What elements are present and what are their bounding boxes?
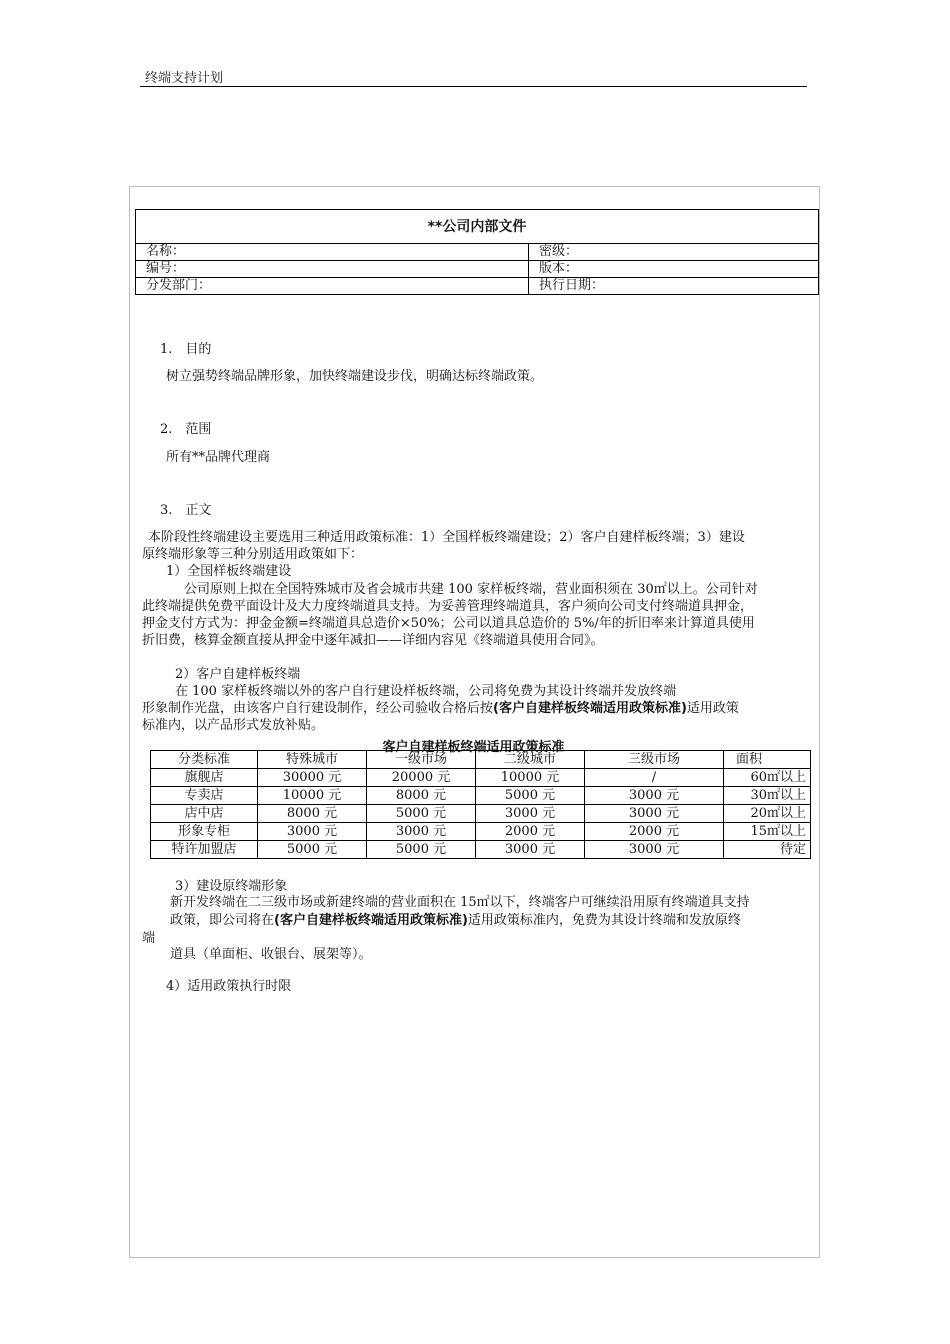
table-cell: /	[585, 769, 724, 787]
table-cell: 8000 元	[258, 805, 367, 823]
table-row	[151, 823, 811, 841]
sub2-line3: 标准内，以产品形式发放补贴。	[142, 718, 325, 733]
sub2-line1: 在 100 家样板终端以外的客户自行建设样板终端，公司将免费为其设计终端并发放终端	[175, 684, 677, 699]
number-field: 编号：	[136, 261, 529, 278]
table-cell: 3000 元	[258, 823, 367, 841]
table-cell: 30㎡以上	[724, 787, 811, 805]
date-field: 执行日期：	[529, 278, 819, 295]
sub1-line1: 公司原则上拟在全国特殊城市及省会城市共建 100 家样板终端，营业面积须在 30㎡以上。公司针对	[184, 582, 758, 597]
table-cell: 5000 元	[476, 787, 585, 805]
sub3-line3: 道具（单面柜、收银台、展架等）。	[170, 947, 372, 962]
table-cell: 5000 元	[367, 841, 476, 859]
table-cell: 5000 元	[367, 805, 476, 823]
policy-col-tier3: 三级市场	[585, 751, 724, 769]
section-3-intro-line1: 本阶段性终端建设主要选用三种适用政策标准：1）全国样板终端建设；2）客户自建样板终端；3）建设	[148, 530, 745, 545]
sub3-line2-text-a: 政策，即公司将在	[170, 913, 275, 928]
table-cell: 3000 元	[585, 805, 724, 823]
sub2-title: 2）客户自建样板终端	[175, 667, 301, 682]
table-cell: 8000 元	[367, 787, 476, 805]
section-1-body: 树立强势终端品牌形象，加快终端建设步伐，明确达标终端政策。	[166, 369, 544, 384]
policy-table-header-row	[151, 751, 811, 769]
table-cell: 旗舰店	[151, 769, 258, 787]
table-cell: 5000 元	[258, 841, 367, 859]
page-header-title: 终端支持计划	[145, 71, 224, 86]
sub3-title: 3）建设原终端形象	[175, 879, 288, 894]
header-rule	[140, 86, 807, 87]
table-cell: 10000 元	[258, 787, 367, 805]
policy-col-special-city: 特殊城市	[258, 751, 367, 769]
sub2-line2-policy-ref: (客户自建样板终端适用政策标准)	[493, 701, 687, 716]
sub1-line4: 折旧费，核算金额直接从押金中逐年减扣——详细内容见《终端道具使用合同》。	[142, 633, 604, 648]
policy-col-area: 面积	[724, 751, 811, 769]
policy-table-title: 客户自建样板终端适用政策标准	[382, 740, 565, 755]
table-cell: 3000 元	[476, 805, 585, 823]
name-field: 名称：	[136, 244, 529, 261]
table-cell: 20000 元	[367, 769, 476, 787]
table-cell: 3000 元	[367, 823, 476, 841]
sub1-title: 1）全国样板终端建设	[166, 564, 292, 579]
table-cell: 3000 元	[476, 841, 585, 859]
table-cell: 3000 元	[585, 787, 724, 805]
section-2-heading: 2. 范围	[160, 422, 212, 437]
sub1-line2: 此终端提供免费平面设计及大力度终端道具支持。为妥善管理终端道具，客户须向公司支付终端道具押金，	[142, 599, 754, 614]
section-1-heading: 1. 目的	[160, 342, 212, 357]
table-row	[151, 769, 811, 787]
sub3-line2-policy-ref: (客户自建样板终端适用政策标准)	[274, 913, 468, 928]
policy-col-tier2: 二级城市	[476, 751, 585, 769]
table-row	[151, 805, 811, 823]
table-cell: 15㎡以上	[724, 823, 811, 841]
version-field: 版本：	[529, 261, 819, 278]
sub3-line2-wrap: 端	[142, 931, 156, 946]
table-cell: 2000 元	[585, 823, 724, 841]
section-2-body: 所有**品牌代理商	[166, 450, 271, 465]
sub2-line2-text-c: 适用政策	[686, 701, 739, 716]
document-title: **公司内部文件	[136, 210, 819, 244]
table-cell: 店中店	[151, 805, 258, 823]
sub3-line2	[170, 912, 741, 930]
table-cell: 特许加盟店	[151, 841, 258, 859]
section-3-heading: 3. 正文	[160, 503, 212, 518]
dept-field: 分发部门：	[136, 278, 529, 295]
document-info-table	[135, 209, 819, 295]
table-row	[151, 841, 811, 859]
policy-col-tier1: 一级市场	[367, 751, 476, 769]
policy-table	[150, 750, 811, 859]
sub2-line2	[142, 700, 739, 718]
sub3-line2-text-c: 适用政策标准内，免费为其设计终端和发放原终	[467, 913, 741, 928]
table-row	[151, 787, 811, 805]
table-cell: 30000 元	[258, 769, 367, 787]
sub4-title: 4）适用政策执行时限	[166, 979, 292, 994]
sub2-line2-text-a: 形象制作光盘，由该客户自行建设制作，经公司验收合格后按	[142, 701, 494, 716]
table-cell: 2000 元	[476, 823, 585, 841]
sub1-line3: 押金支付方式为：押金金额=终端道具总造价×50%；公司以道具总造价的 5%/年的折旧率来计算道具使用	[142, 616, 755, 631]
section-3-intro-line2: 原终端形象等三种分别适用政策如下：	[142, 547, 364, 562]
policy-col-category: 分类标准	[151, 751, 258, 769]
table-cell: 待定	[724, 841, 811, 859]
table-cell: 10000 元	[476, 769, 585, 787]
secrecy-field: 密级：	[529, 244, 819, 261]
sub3-line1: 新开发终端在二三级市场或新建终端的营业面积在 15㎡以下，终端客户可继续沿用原有终端道具支持	[170, 895, 750, 910]
table-cell: 专卖店	[151, 787, 258, 805]
table-cell: 3000 元	[585, 841, 724, 859]
table-cell: 60㎡以上	[724, 769, 811, 787]
table-cell: 形象专柜	[151, 823, 258, 841]
table-cell: 20㎡以上	[724, 805, 811, 823]
